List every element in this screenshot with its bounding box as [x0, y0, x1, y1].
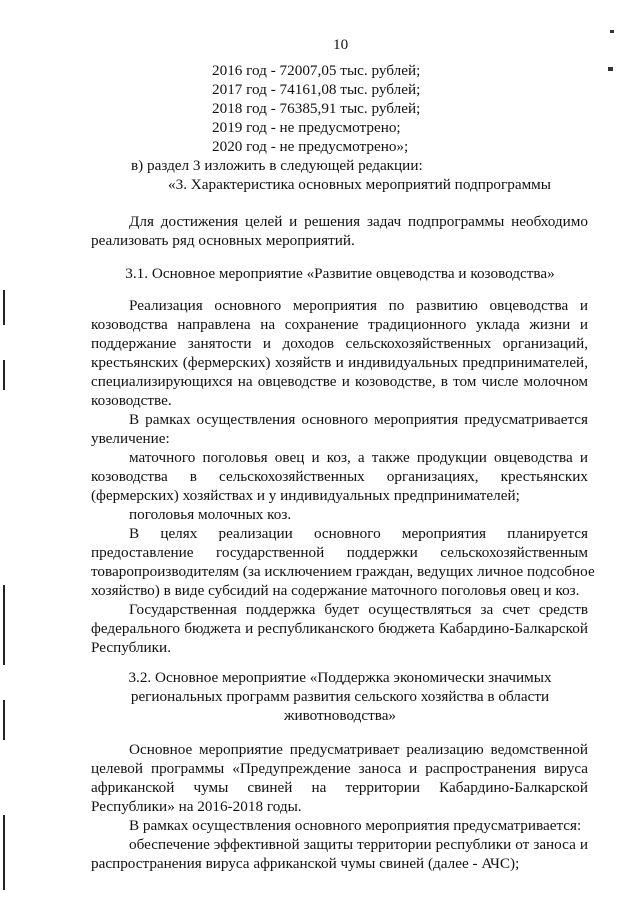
paragraph-line: Государственная поддержка будет осуществляться за счет средств: [129, 601, 588, 618]
paragraph-line: Республики.: [91, 639, 171, 656]
scan-edge-mark: [3, 700, 5, 740]
paragraph-line: козоводства направлена на сохранение традиционного уклада жизни и: [91, 316, 588, 333]
section-title: «3. Характеристика основных мероприятий подпрограммы: [168, 176, 552, 193]
paragraph-line: специализирующихся на овцеводстве и козоводстве, в том числе молочном: [91, 373, 588, 390]
paragraph-line: (фермерских) хозяйствах и у индивидуальных предпринимателей;: [91, 487, 520, 504]
paragraph-line: В рамках осуществления основного мероприятия предусматривается: [129, 411, 588, 428]
item-v: в) раздел 3 изложить в следующей редакции:: [131, 157, 423, 174]
intro-line: Для достижения целей и решения задач подпрограммы необходимо: [129, 213, 588, 230]
paragraph-line: Республики» на 2016-2018 годы.: [91, 798, 302, 815]
paragraph-line: товаропроизводителям (за исключением граждан, ведущих личное подсобное: [91, 563, 595, 580]
paragraph-line: козоводстве.: [91, 392, 172, 409]
paragraph-line: крестьянских (фермерских) хозяйств и индивидуальных предпринимателей,: [91, 354, 588, 371]
scan-dot-mark: [608, 67, 613, 71]
paragraph-line: козоводства в сельскохозяйственных организациях, крестьянских: [91, 468, 588, 485]
subsection-title: региональных программ развития сельского хозяйства в области: [130, 688, 550, 705]
funding-line: 2019 год - не предусмотрено;: [212, 119, 401, 136]
paragraph-line: В рамках осуществления основного мероприятия предусматривается:: [129, 817, 582, 834]
paragraph-line: поддержание занятости и доходов сельскохозяйственных организаций,: [91, 335, 588, 352]
paragraph-line: федерального бюджета и республиканского бюджета Кабардино-Балкарской: [91, 620, 588, 637]
subsection-title: 3.2. Основное мероприятие «Поддержка экономически значимых: [128, 669, 552, 686]
scan-edge-mark: [3, 585, 5, 665]
scan-edge-mark: [3, 360, 5, 390]
paragraph-line: обеспечение эффективной защиты территории республики от заноса и: [129, 836, 588, 853]
paragraph-line: маточного поголовья овец и коз, а также продукции овцеводства и: [129, 449, 588, 466]
scan-edge-mark: [3, 290, 5, 325]
intro-line: реализовать ряд основных мероприятий.: [91, 232, 355, 249]
paragraph-line: увеличение:: [91, 430, 170, 447]
paragraph-line: хозяйство) в виде субсидий на содержание маточного поголовья овец и коз.: [91, 582, 580, 599]
funding-line: 2018 год - 76385,91 тыс. рублей;: [212, 100, 421, 117]
funding-line: 2017 год - 74161,08 тыс. рублей;: [212, 81, 421, 98]
paragraph-line: В целях реализации основного мероприятия планируется: [129, 525, 588, 542]
funding-line: 2016 год - 72007,05 тыс. рублей;: [212, 62, 421, 79]
subsection-title: животноводства»: [283, 707, 397, 724]
paragraph-line: Основное мероприятие предусматривает реализацию ведомственной: [129, 741, 588, 758]
funding-line: 2020 год - не предусмотрено»;: [212, 138, 409, 155]
paragraph-line: распространения вируса африканской чумы свиней (далее - АЧС);: [91, 855, 520, 872]
paragraph-line: целевой программы «Предупреждение заноса и распространения вируса: [91, 760, 588, 777]
paragraph-line: Реализация основного мероприятия по развитию овцеводства и: [129, 297, 588, 314]
scan-dot-mark: [610, 30, 614, 33]
paragraph-line: поголовья молочных коз.: [129, 506, 292, 523]
paragraph-line: африканской чумы свиней на территории Кабардино-Балкарской: [91, 779, 588, 796]
scan-edge-mark: [3, 815, 5, 890]
paragraph-line: предоставление государственной поддержки сельскохозяйственным: [91, 544, 588, 561]
subsection-title: 3.1. Основное мероприятие «Развитие овцеводства и козоводства»: [125, 265, 555, 282]
page-number: 10: [333, 36, 349, 53]
